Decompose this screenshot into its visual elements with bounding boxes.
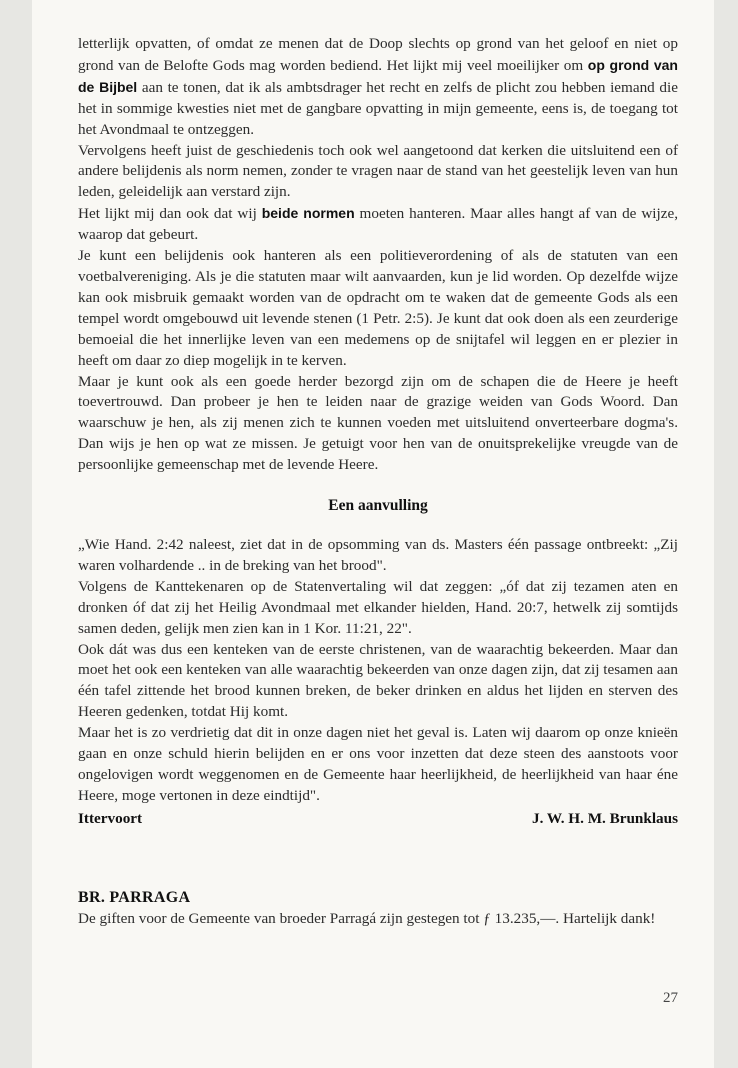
aanvulling-paragraph-4: Maar het is zo verdrietig dat dit in onze dagen niet het geval is. Laten wij daarom op onze knieën gaan en onze schuld hierin belijden en er ons voor inzetten dat deze steen des aanstoots voor ongelovigen wordt weggenomen en de Gemeente haar heerlijkheid, de heerlijkheid van haar éne Heere, moge vertonen in deze eindtijd". bbox=[78, 724, 678, 804]
signature-row bbox=[78, 809, 678, 829]
body-paragraph-1 bbox=[78, 34, 678, 141]
section-title-aanvulling: Een aanvulling bbox=[328, 497, 428, 515]
section-title-parraga: BR. PARRAGA bbox=[78, 888, 191, 906]
document-page bbox=[32, 0, 714, 1068]
body-paragraph-2: Vervolgens heeft juist de geschiedenis toch ook wel aangetoond dat kerken die uitsluitend een of andere belijdenis als norm nemen, zonder te vragen naar de stand van het geestelijk leven van hun leden, geleidelijk aan verstard zijn. bbox=[78, 141, 678, 201]
page-number: 27 bbox=[663, 990, 678, 1006]
aanvulling-paragraph-1: „Wie Hand. 2:42 naleest, ziet dat in de opsomming van ds. Masters één passage ontbreekt: „Zij waren volhardende .. in de breking van het brood". bbox=[78, 536, 678, 574]
body-paragraph-4: Je kunt een belijdenis ook hanteren als een politieverordening of als de statuten van een voetbalvereniging. Als je die statuten maar wilt aanvaarden, kun je lid worden. Op dezelfde wijze kan ook misbruik gemaakt worden van de opdracht om te waken dat de gemeente Gods als een tempel wordt omgebouwd uit levende stenen (1 Petr. 2:5). Je kunt dat ook doen als een zeurderige bemoeial die het innerlijke leven van een medemens op de snijtafel wil leggen en er plezier in heeft om daar zo diep mogelijk in te kerven. bbox=[78, 247, 678, 369]
p3-emphasis: beide normen bbox=[261, 205, 355, 222]
parraga-paragraph: De giften voor de Gemeente van broeder Parragá zijn gestegen tot ƒ 13.235,—. Hartelijk dank! bbox=[78, 909, 656, 927]
signature-place: Ittervoort bbox=[78, 809, 143, 827]
p1-emphasis: op grond van de Bijbel bbox=[78, 56, 678, 95]
aanvulling-paragraph-3: Ook dát was dus een kenteken van de eerste christenen, van de waarachtig bekeerden. Maar dan moet het ook een kenteken van alle waarachtig bekeerden van onze dagen zijn, dat zij tesamen aan één tafel zittende het brood kunnen breken, de beker drinken en aldus het lijden en sterven des Heeren gedenken, totdat Hij komt. bbox=[78, 640, 678, 721]
body-paragraph-3 bbox=[78, 203, 678, 246]
p3-text-a: Het lijkt mij dan ook dat wij bbox=[78, 205, 262, 223]
body-paragraph-5: Maar je kunt ook als een goede herder bezorgd zijn om de schapen die de Heere je heeft toevertrouwd. Dan probeer je hen te leiden naar de grazige weiden van Gods Woord. Dan waarschuw je hen, als zij menen zich te kunnen voeden met uitsluitend onverteerbare dogma's. Dan wijs je hen op wat ze missen. Je getuigt voor hen van de onuitsprekelijke vreugde van de persoonlijke gemeenschap met de levende Heere. bbox=[78, 372, 678, 474]
p1-text-a: letterlijk opvatten, of omdat ze menen dat de Doop slechts op grond van het geloof en niet op grond van de Belofte Gods mag worden bediend. Het lijkt mij veel moeilijker om bbox=[78, 35, 678, 74]
p3-text-c: moeten hanteren. Maar alles hangt af van de wijze, waarop dat gebeurt. bbox=[78, 205, 678, 244]
aanvulling-paragraph-2: Volgens de Kanttekenaren op de Statenvertaling wil dat zeggen: „óf dat zij tezamen aten en dronken óf dat zij het Heilig Avondmaal met elkander hielden, Hand. 20:7, hetwelk zij somtijds samen deden, gelijk men zien kan in 1 Kor. 11:21, 22". bbox=[78, 577, 678, 637]
p1-text-c: aan te tonen, dat ik als ambtsdrager het recht en zelfs de plicht zou hebben iemand die het in sommige kwesties niet met de gangbare opvatting in mijn gemeente, eens is, de toegang tot het Avondmaal te ontzeggen. bbox=[78, 78, 678, 138]
signature-author: J. W. H. M. Brunklaus bbox=[531, 809, 678, 827]
